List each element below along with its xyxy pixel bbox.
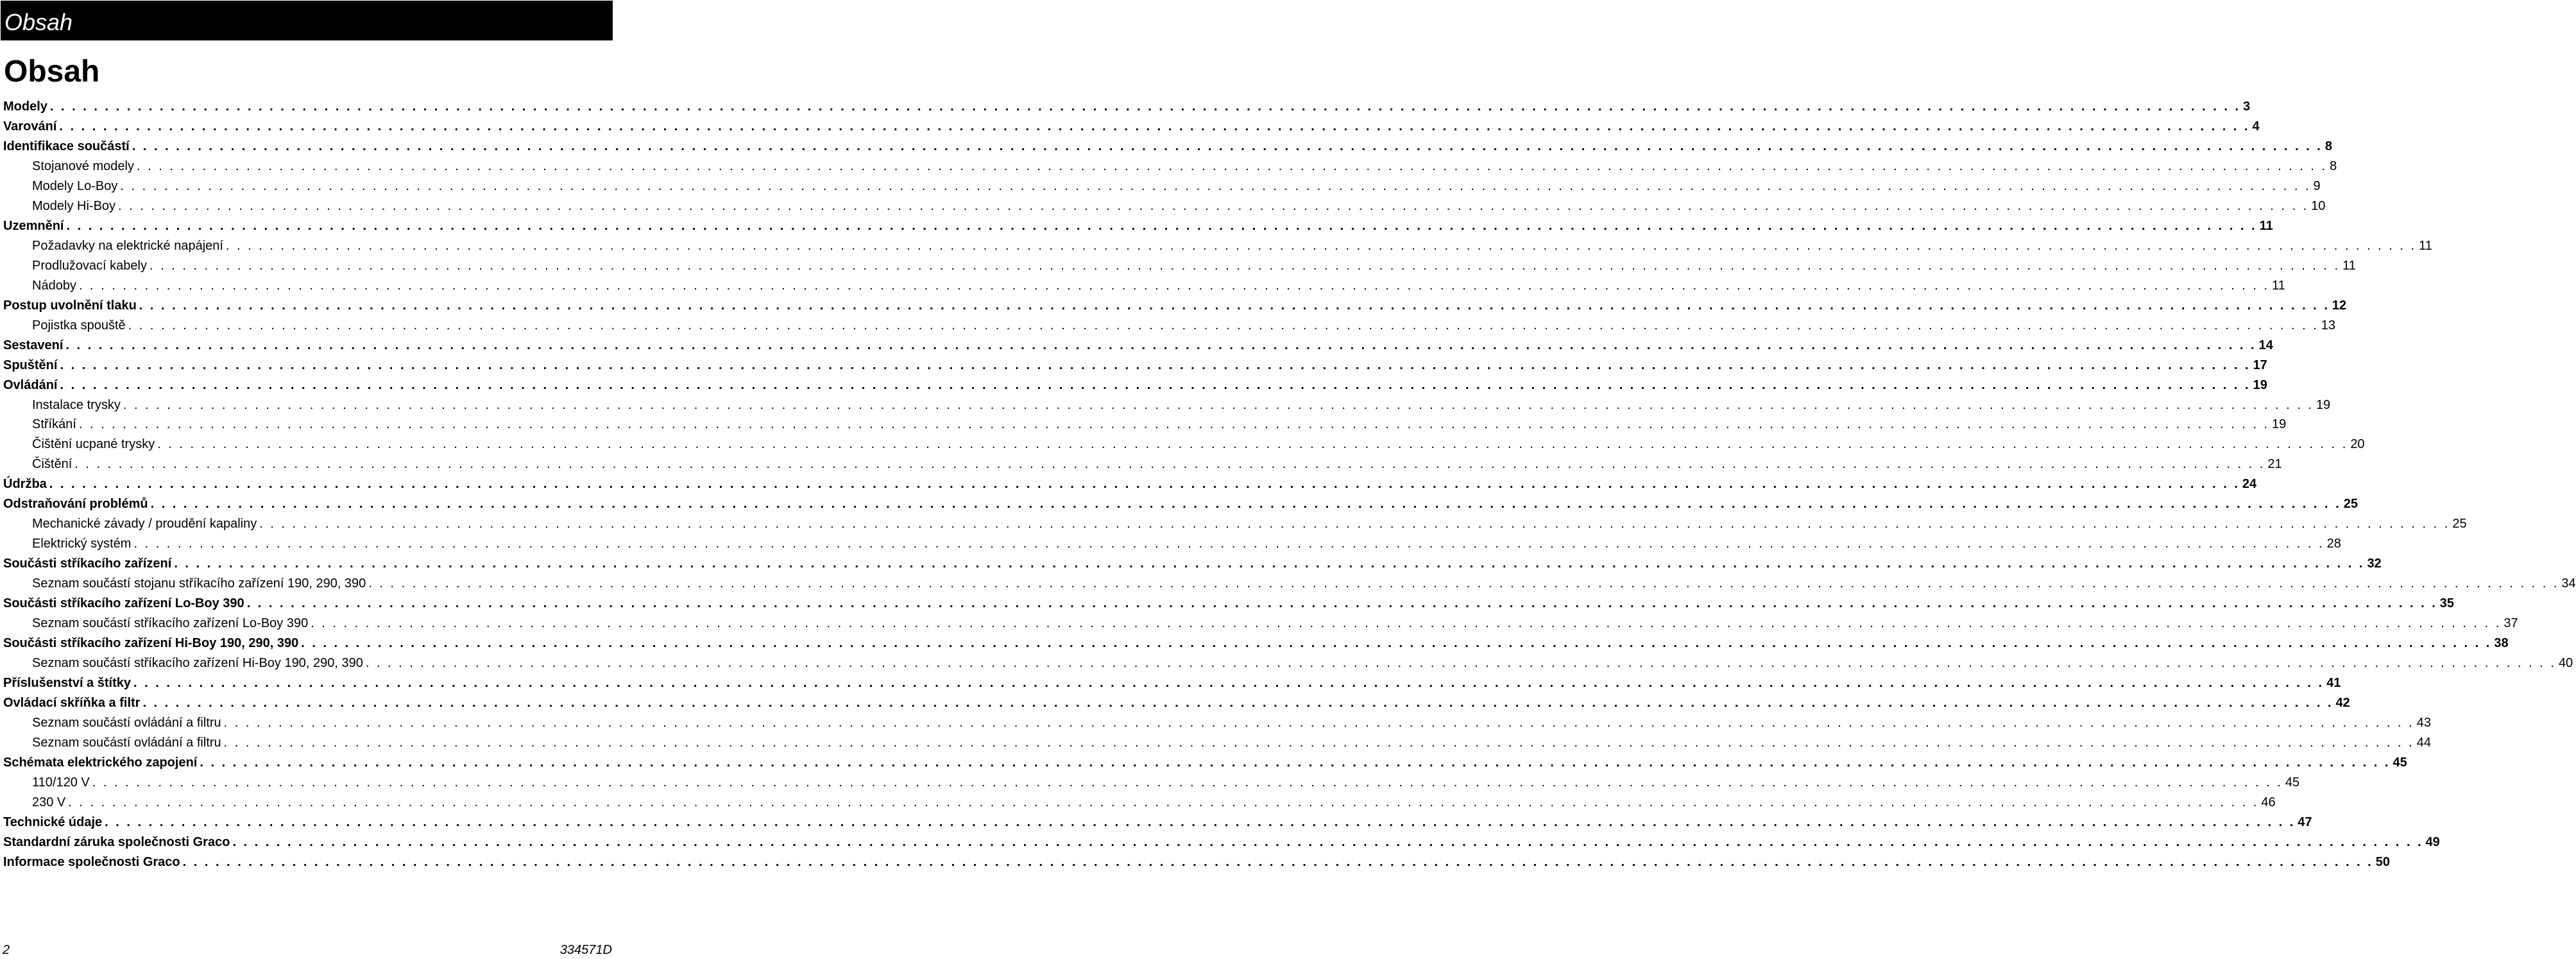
- toc-entry-label: Modely Lo-Boy: [32, 178, 118, 193]
- toc-dot-leader: . . . . . . . . . . . . . . . . . . . . . . . . . . . . . . . . . . . . . . . . . . . . . . . . . . . . . . . . . . . . . . . . . . . . . . . . . . . . . . . . . . . . . . . . . . . . . . . . . . . . . . . . . . . . . . . . . . . . . . . . . . . . . . . . . . . . . . . . . . . . . . . . . . . . . . . . . . . . . . . . . . . . . . . . . . . . . . . . . . . . . . . . . . . . . . . . . . . . . . . .: [65, 338, 2256, 352]
- toc-entry-label: Čištění: [32, 457, 73, 472]
- toc-entry[interactable]: [0, 137, 2332, 157]
- toc-dot-leader: . . . . . . . . . . . . . . . . . . . . . . . . . . . . . . . . . . . . . . . . . . . . . . . . . . . . . . . . . . . . . . . . . . . . . . . . . . . . . . . . . . . . . . . . . . . . . . . . . . . . . . . . . . . . . . . . . . . . . . . . . . . . . . . . . . . . . . . . . . . . . . . . . . . . . . . . . . . . . . . . . . . . . . . . . . . . . . . . . . . . . . . . . . . . . . . . . . . . . . . .: [301, 636, 2492, 651]
- toc-entry-label: Seznam součástí stříkacího zařízení Lo-Boy 390: [32, 616, 309, 631]
- toc-entry-label: Součásti stříkacího zařízení Hi-Boy 190, 290, 390: [3, 636, 299, 651]
- toc-entry-label: 110/120 V: [32, 775, 90, 790]
- toc-entry-label: Elektrický systém: [32, 537, 132, 551]
- toc-entry-label: Modely: [3, 99, 47, 114]
- toc-entry-page: 44: [2416, 735, 2431, 750]
- toc-entry-page: 11: [2342, 258, 2356, 273]
- toc-entry-page: 24: [2242, 477, 2257, 492]
- toc-entry[interactable]: [0, 117, 2260, 137]
- toc-entry-page: 8: [2330, 159, 2337, 173]
- toc-entry-label: Modely Hi-Boy: [32, 198, 116, 213]
- toc-entry-page: 10: [2311, 198, 2326, 213]
- toc-dot-leader: . . . . . . . . . . . . . . . . . . . . . . . . . . . . . . . . . . . . . . . . . . . . . . . . . . . . . . . . . . . . . . . . . . . . . . . . . . . . . . . . . . . . . . . . . . . . . . . . . . . . . . . . . . . . . . . . . . . . . . . . . . . . . . . . . . . . . . . . . . . . . . . . . . . . . . . . . . . . . . . . . . . . . . . . . . . . . . . . . . . . . . . . . . . . . . . . . . . . . . . .: [123, 397, 2314, 412]
- toc-entry-label: Součásti stříkacího zařízení: [3, 557, 172, 571]
- toc-entry-label: Uzemnění: [3, 218, 64, 233]
- toc-entry[interactable]: [0, 395, 2331, 415]
- toc-dot-leader: . . . . . . . . . . . . . . . . . . . . . . . . . . . . . . . . . . . . . . . . . . . . . . . . . . . . . . . . . . . . . . . . . . . . . . . . . . . . . . . . . . . . . . . . . . . . . . . . . . . . . . . . . . . . . . . . . . . . . . . . . . . . . . . . . . . . . . . . . . . . . . . . . . . . . . . . . . . . . . . . . . . . . . . . . . . . . . . . . . . . . . . . . . . . . . . . . . . . . . . .: [74, 457, 2265, 472]
- toc-entry-page: 13: [2321, 318, 2335, 333]
- toc-entry-label: Varování: [3, 119, 57, 134]
- toc-entry-page: 11: [2259, 218, 2273, 233]
- toc-entry[interactable]: [0, 454, 2282, 474]
- toc-dot-leader: . . . . . . . . . . . . . . . . . . . . . . . . . . . . . . . . . . . . . . . . . . . . . . . . . . . . . . . . . . . . . . . . . . . . . . . . . . . . . . . . . . . . . . . . . . . . . . . . . . . . . . . . . . . . . . . . . . . . . . . . . . . . . . . . . . . . . . . . . . . . . . . . . . . . . . . . . . . . . . . . . . . . . . . . . . . . . . . . . . . . . . . . . . . . . . . . . . . . . . . .: [49, 477, 2240, 492]
- toc-entry-page: 35: [2439, 596, 2455, 611]
- toc-dot-leader: . . . . . . . . . . . . . . . . . . . . . . . . . . . . . . . . . . . . . . . . . . . . . . . . . . . . . . . . . . . . . . . . . . . . . . . . . . . . . . . . . . . . . . . . . . . . . . . . . . . . . . . . . . . . . . . . . . . . . . . . . . . . . . . . . . . . . . . . . . . . . . . . . . . . . . . . . . . . . . . . . . . . . . . . . . . . . . . . . . . . . . . . . . . . . . . . . . . . . . . .: [174, 557, 2365, 571]
- toc-entry-label: Ovládací skříňka a filtr: [3, 696, 141, 711]
- toc-dot-leader: . . . . . . . . . . . . . . . . . . . . . . . . . . . . . . . . . . . . . . . . . . . . . . . . . . . . . . . . . . . . . . . . . . . . . . . . . . . . . . . . . . . . . . . . . . . . . . . . . . . . . . . . . . . . . . . . . . . . . . . . . . . . . . . . . . . . . . . . . . . . . . . . . . . . . . . . . . . . . . . . . . . . . . . . . . . . . . . . . . . . . . . . . . . . . . . . . . . . . . . .: [105, 815, 2296, 829]
- toc-dot-leader: . . . . . . . . . . . . . . . . . . . . . . . . . . . . . . . . . . . . . . . . . . . . . . . . . . . . . . . . . . . . . . . . . . . . . . . . . . . . . . . . . . . . . . . . . . . . . . . . . . . . . . . . . . . . . . . . . . . . . . . . . . . . . . . . . . . . . . . . . . . . . . . . . . . . . . . . . . . . . . . . . . . . . . . . . . . . . . . . . . . . . . . . . . . . . . . . . . . . . . . .: [142, 696, 2333, 711]
- toc-entry-page: 28: [2326, 537, 2341, 551]
- toc-entry[interactable]: [0, 435, 2365, 454]
- toc-entry[interactable]: [0, 594, 2455, 614]
- toc-entry[interactable]: [0, 693, 2350, 713]
- toc-entry[interactable]: [0, 376, 2267, 395]
- toc-entry[interactable]: [0, 554, 2382, 574]
- toc-entry-page: 19: [2316, 397, 2331, 412]
- toc-dot-leader: . . . . . . . . . . . . . . . . . . . . . . . . . . . . . . . . . . . . . . . . . . . . . . . . . . . . . . . . . . . . . . . . . . . . . . . . . . . . . . . . . . . . . . . . . . . . . . . . . . . . . . . . . . . . . . . . . . . . . . . . . . . . . . . . . . . . . . . . . . . . . . . . . . . . . . . . . . . . . . . . . . . . . . . . . . . . . . . . . . . . . . . . . . . . . . . . . . . . . . . .: [133, 676, 2324, 691]
- toc-entry-label: Schémata elektrického zapojení: [3, 755, 198, 770]
- toc-dot-leader: . . . . . . . . . . . . . . . . . . . . . . . . . . . . . . . . . . . . . . . . . . . . . . . . . . . . . . . . . . . . . . . . . . . . . . . . . . . . . . . . . . . . . . . . . . . . . . . . . . . . . . . . . . . . . . . . . . . . . . . . . . . . . . . . . . . . . . . . . . . . . . . . . . . . . . . . . . . . . . . . . . . . . . . . . . . . . . . . . . . . . . . . . . . . . . . . . . . . . . . .: [68, 795, 2259, 809]
- toc-entry-label: Čištění ucpané trysky: [32, 437, 155, 452]
- toc-entry-page: 21: [2267, 457, 2282, 472]
- toc-entry-page: 49: [2425, 834, 2440, 849]
- toc-dot-leader: . . . . . . . . . . . . . . . . . . . . . . . . . . . . . . . . . . . . . . . . . . . . . . . . . . . . . . . . . . . . . . . . . . . . . . . . . . . . . . . . . . . . . . . . . . . . . . . . . . . . . . . . . . . . . . . . . . . . . . . . . . . . . . . . . . . . . . . . . . . . . . . . . . . . . . . . . . . . . . . . . . . . . . . . . . . . . . . . . . . . . . . . . . . . . . . . . . . . . . . .: [311, 616, 2502, 631]
- toc-dot-leader: . . . . . . . . . . . . . . . . . . . . . . . . . . . . . . . . . . . . . . . . . . . . . . . . . . . . . . . . . . . . . . . . . . . . . . . . . . . . . . . . . . . . . . . . . . . . . . . . . . . . . . . . . . . . . . . . . . . . . . . . . . . . . . . . . . . . . . . . . . . . . . . . . . . . . . . . . . . . . . . . . . . . . . . . . . . . . . . . . . . . . . . . . . . . . . . . . . . . . . . .: [223, 716, 2414, 730]
- toc-dot-leader: . . . . . . . . . . . . . . . . . . . . . . . . . . . . . . . . . . . . . . . . . . . . . . . . . . . . . . . . . . . . . . . . . . . . . . . . . . . . . . . . . . . . . . . . . . . . . . . . . . . . . . . . . . . . . . . . . . . . . . . . . . . . . . . . . . . . . . . . . . . . . . . . . . . . . . . . . . . . . . . . . . . . . . . . . . . . . . . . . . . . . . . . . . . . . . . . . . . . . . . .: [120, 178, 2311, 193]
- toc-entry[interactable]: [0, 494, 2358, 514]
- toc-dot-leader: . . . . . . . . . . . . . . . . . . . . . . . . . . . . . . . . . . . . . . . . . . . . . . . . . . . . . . . . . . . . . . . . . . . . . . . . . . . . . . . . . . . . . . . . . . . . . . . . . . . . . . . . . . . . . . . . . . . . . . . . . . . . . . . . . . . . . . . . . . . . . . . . . . . . . . . . . . . . . . . . . . . . . . . . . . . . . . . . . . . . . . . . . . . . . . . . . . . . . . . .: [66, 218, 2257, 233]
- toc-entry-label: Požadavky na elektrické napájení: [32, 238, 223, 253]
- toc-dot-leader: . . . . . . . . . . . . . . . . . . . . . . . . . . . . . . . . . . . . . . . . . . . . . . . . . . . . . . . . . . . . . . . . . . . . . . . . . . . . . . . . . . . . . . . . . . . . . . . . . . . . . . . . . . . . . . . . . . . . . . . . . . . . . . . . . . . . . . . . . . . . . . . . . . . . . . . . . . . . . . . . . . . . . . . . . . . . . . . . . . . . . . . . . . . . . . . . . . . . . . . .: [132, 139, 2323, 153]
- toc-entry[interactable]: [0, 336, 2273, 356]
- toc-dot-leader: . . . . . . . . . . . . . . . . . . . . . . . . . . . . . . . . . . . . . . . . . . . . . . . . . . . . . . . . . . . . . . . . . . . . . . . . . . . . . . . . . . . . . . . . . . . . . . . . . . . . . . . . . . . . . . . . . . . . . . . . . . . . . . . . . . . . . . . . . . . . . . . . . . . . . . . . . . . . . . . . . . . . . . . . . . . . . . . . . . . . . . . . . . . . . . . . . . . . . . . .: [150, 497, 2341, 512]
- toc-dot-leader: . . . . . . . . . . . . . . . . . . . . . . . . . . . . . . . . . . . . . . . . . . . . . . . . . . . . . . . . . . . . . . . . . . . . . . . . . . . . . . . . . . . . . . . . . . . . . . . . . . . . . . . . . . . . . . . . . . . . . . . . . . . . . . . . . . . . . . . . . . . . . . . . . . . . . . . . . . . . . . . . . . . . . . . . . . . . . . . . . . . . . . . . . . . . . . . . . . . . . . . .: [157, 437, 2348, 452]
- toc-entry-page: 46: [2261, 795, 2276, 809]
- toc-dot-leader: . . . . . . . . . . . . . . . . . . . . . . . . . . . . . . . . . . . . . . . . . . . . . . . . . . . . . . . . . . . . . . . . . . . . . . . . . . . . . . . . . . . . . . . . . . . . . . . . . . . . . . . . . . . . . . . . . . . . . . . . . . . . . . . . . . . . . . . . . . . . . . . . . . . . . . . . . . . . . . . . . . . . . . . . . . . . . . . . . . . . . . . . . . . . . . . . . . . . . . . .: [246, 596, 2437, 611]
- toc-dot-leader: . . . . . . . . . . . . . . . . . . . . . . . . . . . . . . . . . . . . . . . . . . . . . . . . . . . . . . . . . . . . . . . . . . . . . . . . . . . . . . . . . . . . . . . . . . . . . . . . . . . . . . . . . . . . . . . . . . . . . . . . . . . . . . . . . . . . . . . . . . . . . . . . . . . . . . . . . . . . . . . . . . . . . . . . . . . . . . . . . . . . . . . . . . . . . . . . . . . . . . . .: [78, 278, 2270, 293]
- toc-entry-label: Seznam součástí stojanu stříkacího zařízení 190, 290, 390: [32, 576, 366, 591]
- toc-dot-leader: . . . . . . . . . . . . . . . . . . . . . . . . . . . . . . . . . . . . . . . . . . . . . . . . . . . . . . . . . . . . . . . . . . . . . . . . . . . . . . . . . . . . . . . . . . . . . . . . . . . . . . . . . . . . . . . . . . . . . . . . . . . . . . . . . . . . . . . . . . . . . . . . . . . . . . . . . . . . . . . . . . . . . . . . . . . . . . . . . . . . . . . . . . . . . . . . . . . . . . . .: [92, 775, 2283, 790]
- toc-entry-label: Standardní záruka společnosti Graco: [3, 834, 230, 849]
- toc-entry-page: 43: [2416, 716, 2431, 730]
- toc-dot-leader: . . . . . . . . . . . . . . . . . . . . . . . . . . . . . . . . . . . . . . . . . . . . . . . . . . . . . . . . . . . . . . . . . . . . . . . . . . . . . . . . . . . . . . . . . . . . . . . . . . . . . . . . . . . . . . . . . . . . . . . . . . . . . . . . . . . . . . . . . . . . . . . . . . . . . . . . . . . . . . . . . . . . . . . . . . . . . . . . . . . . . . . . . . . . . . . . . . . . . . . .: [133, 537, 2324, 551]
- toc-entry-label: Ovládání: [3, 377, 58, 392]
- toc-dot-leader: . . . . . . . . . . . . . . . . . . . . . . . . . . . . . . . . . . . . . . . . . . . . . . . . . . . . . . . . . . . . . . . . . . . . . . . . . . . . . . . . . . . . . . . . . . . . . . . . . . . . . . . . . . . . . . . . . . . . . . . . . . . . . . . . . . . . . . . . . . . . . . . . . . . . . . . . . . . . . . . . . . . . . . . . . . . . . . . . . . . . . . . . . . . . . . . . . . . . . . . .: [223, 735, 2414, 750]
- toc-entry-page: 45: [2393, 755, 2407, 770]
- toc-entry[interactable]: [0, 236, 2432, 256]
- toc-entry-page: 47: [2298, 815, 2312, 829]
- toc-entry-page: 19: [2272, 417, 2287, 432]
- toc-entry-label: Příslušenství a štítky: [3, 676, 131, 691]
- toc-entry-label: Postup uvolnění tlaku: [3, 298, 137, 313]
- toc-entry[interactable]: [0, 97, 2251, 117]
- toc-dot-leader: . . . . . . . . . . . . . . . . . . . . . . . . . . . . . . . . . . . . . . . . . . . . . . . . . . . . . . . . . . . . . . . . . . . . . . . . . . . . . . . . . . . . . . . . . . . . . . . . . . . . . . . . . . . . . . . . . . . . . . . . . . . . . . . . . . . . . . . . . . . . . . . . . . . . . . . . . . . . . . . . . . . . . . . . . . . . . . . . . . . . . . . . . . . . . . . . . . . . . . . .: [139, 298, 2330, 313]
- toc-dot-leader: . . . . . . . . . . . . . . . . . . . . . . . . . . . . . . . . . . . . . . . . . . . . . . . . . . . . . . . . . . . . . . . . . . . . . . . . . . . . . . . . . . . . . . . . . . . . . . . . . . . . . . . . . . . . . . . . . . . . . . . . . . . . . . . . . . . . . . . . . . . . . . . . . . . . . . . . . . . . . . . . . . . . . . . . . . . . . . . . . . . . . . . . . . . . . . . . . . . . . . . .: [60, 377, 2251, 392]
- toc-entry-page: 34: [2561, 576, 2576, 591]
- toc-entry-page: 25: [2452, 517, 2467, 531]
- toc-dot-leader: . . . . . . . . . . . . . . . . . . . . . . . . . . . . . . . . . . . . . . . . . . . . . . . . . . . . . . . . . . . . . . . . . . . . . . . . . . . . . . . . . . . . . . . . . . . . . . . . . . . . . . . . . . . . . . . . . . . . . . . . . . . . . . . . . . . . . . . . . . . . . . . . . . . . . . . . . . . . . . . . . . . . . . . . . . . . . . . . . . . . . . . . . . . . . . . . . . . . . . . .: [78, 417, 2270, 432]
- toc-entry[interactable]: [0, 296, 2347, 316]
- toc-entry[interactable]: [0, 256, 2356, 276]
- toc-entry-page: 19: [2253, 377, 2267, 392]
- toc-entry[interactable]: [0, 276, 2285, 296]
- toc-entry-label: Prodlužovací kabely: [32, 258, 147, 273]
- toc-entry[interactable]: [0, 514, 2467, 534]
- toc-entry[interactable]: [0, 733, 2431, 753]
- toc-dot-leader: . . . . . . . . . . . . . . . . . . . . . . . . . . . . . . . . . . . . . . . . . . . . . . . . . . . . . . . . . . . . . . . . . . . . . . . . . . . . . . . . . . . . . . . . . . . . . . . . . . . . . . . . . . . . . . . . . . . . . . . . . . . . . . . . . . . . . . . . . . . . . . . . . . . . . . . . . . . . . . . . . . . . . . . . . . . . . . . . . . . . . . . . . . . . . . . . . . . . . . . .: [60, 358, 2251, 372]
- toc-entry[interactable]: [0, 356, 2267, 376]
- toc-dot-leader: . . . . . . . . . . . . . . . . . . . . . . . . . . . . . . . . . . . . . . . . . . . . . . . . . . . . . . . . . . . . . . . . . . . . . . . . . . . . . . . . . . . . . . . . . . . . . . . . . . . . . . . . . . . . . . . . . . . . . . . . . . . . . . . . . . . . . . . . . . . . . . . . . . . . . . . . . . . . . . . . . . . . . . . . . . . . . . . . . . . . . . . . . . . . . . . . . . . . . . . .: [200, 755, 2391, 770]
- toc-entry-label: 230 V: [32, 795, 66, 809]
- toc-entry-page: 11: [2419, 238, 2432, 253]
- toc-entry-label: Nádoby: [32, 278, 76, 293]
- footer-doc-number: 334571D: [559, 943, 612, 957]
- toc-entry-label: Spuštění: [3, 358, 58, 372]
- toc-entry[interactable]: [0, 196, 2326, 216]
- toc-entry-label: Stojanové modely: [32, 159, 134, 173]
- toc-entry-label: Údržba: [3, 477, 47, 492]
- toc-entry-label: Instalace trysky: [32, 397, 121, 412]
- toc-entry[interactable]: [0, 813, 2312, 833]
- toc-entry[interactable]: [0, 713, 2431, 733]
- toc-dot-leader: . . . . . . . . . . . . . . . . . . . . . . . . . . . . . . . . . . . . . . . . . . . . . . . . . . . . . . . . . . . . . . . . . . . . . . . . . . . . . . . . . . . . . . . . . . . . . . . . . . . . . . . . . . . . . . . . . . . . . . . . . . . . . . . . . . . . . . . . . . . . . . . . . . . . . . . . . . . . . . . . . . . . . . . . . . . . . . . . . . . . . . . . . . . . . . . . . . . . . . . .: [232, 834, 2423, 849]
- toc-entry[interactable]: [0, 852, 2390, 872]
- toc-entry[interactable]: [0, 157, 2337, 177]
- toc-entry-label: Seznam součástí stříkacího zařízení Hi-Boy 190, 290, 390: [32, 656, 363, 671]
- toc-entry[interactable]: [0, 833, 2440, 852]
- toc-entry-label: Odstraňování problémů: [3, 497, 148, 512]
- toc-entry[interactable]: [0, 673, 2341, 693]
- table-of-contents: [0, 97, 2576, 872]
- toc-entry-label: Mechanické závady / proudění kapaliny: [32, 517, 257, 531]
- toc-entry[interactable]: [0, 534, 2341, 554]
- toc-entry[interactable]: [0, 177, 2321, 196]
- toc-entry-page: 20: [2350, 437, 2365, 452]
- toc-dot-leader: . . . . . . . . . . . . . . . . . . . . . . . . . . . . . . . . . . . . . . . . . . . . . . . . . . . . . . . . . . . . . . . . . . . . . . . . . . . . . . . . . . . . . . . . . . . . . . . . . . . . . . . . . . . . . . . . . . . . . . . . . . . . . . . . . . . . . . . . . . . . . . . . . . . . . . . . . . . . . . . . . . . . . . . . . . . . . . . . . . . . . . . . . . . . . . . . . . . . . . . .: [136, 159, 2328, 173]
- toc-dot-leader: . . . . . . . . . . . . . . . . . . . . . . . . . . . . . . . . . . . . . . . . . . . . . . . . . . . . . . . . . . . . . . . . . . . . . . . . . . . . . . . . . . . . . . . . . . . . . . . . . . . . . . . . . . . . . . . . . . . . . . . . . . . . . . . . . . . . . . . . . . . . . . . . . . . . . . . . . . . . . . . . . . . . . . . . . . . . . . . . . . . . . . . . . . . . . . . . . . . . . . . .: [259, 517, 2450, 531]
- header-title: Obsah: [4, 9, 73, 35]
- toc-entry-label: Identifikace součástí: [3, 139, 130, 153]
- toc-entry[interactable]: [0, 216, 2273, 236]
- toc-entry[interactable]: [0, 474, 2257, 494]
- toc-entry-page: 37: [2503, 616, 2518, 631]
- toc-entry-label: Součásti stříkacího zařízení Lo-Boy 390: [3, 596, 244, 611]
- toc-entry-page: 8: [2324, 139, 2332, 153]
- toc-entry[interactable]: [0, 634, 2509, 653]
- toc-entry[interactable]: [0, 773, 2300, 793]
- toc-entry-page: 4: [2252, 119, 2260, 134]
- toc-entry-page: 38: [2494, 636, 2509, 651]
- toc-entry-page: 41: [2326, 676, 2341, 691]
- toc-entry[interactable]: [0, 653, 2573, 673]
- toc-entry-page: 17: [2253, 358, 2267, 372]
- toc-entry-page: 50: [2375, 854, 2390, 869]
- toc-entry[interactable]: [0, 753, 2407, 773]
- toc-dot-leader: . . . . . . . . . . . . . . . . . . . . . . . . . . . . . . . . . . . . . . . . . . . . . . . . . . . . . . . . . . . . . . . . . . . . . . . . . . . . . . . . . . . . . . . . . . . . . . . . . . . . . . . . . . . . . . . . . . . . . . . . . . . . . . . . . . . . . . . . . . . . . . . . . . . . . . . . . . . . . . . . . . . . . . . . . . . . . . . . . . . . . . . . . . . . . . . . . . . . . . . .: [149, 258, 2341, 273]
- toc-entry[interactable]: [0, 614, 2518, 634]
- toc-entry-page: 42: [2335, 696, 2350, 711]
- toc-entry-label: Stříkání: [32, 417, 76, 432]
- toc-entry-label: Seznam součástí ovládání a filtru: [32, 716, 221, 730]
- toc-entry[interactable]: [0, 415, 2287, 435]
- toc-entry-label: Seznam součástí ovládání a filtru: [32, 735, 221, 750]
- toc-dot-leader: . . . . . . . . . . . . . . . . . . . . . . . . . . . . . . . . . . . . . . . . . . . . . . . . . . . . . . . . . . . . . . . . . . . . . . . . . . . . . . . . . . . . . . . . . . . . . . . . . . . . . . . . . . . . . . . . . . . . . . . . . . . . . . . . . . . . . . . . . . . . . . . . . . . . . . . . . . . . . . . . . . . . . . . . . . . . . . . . . . . . . . . . . . . . . . . . . . . . . . . .: [118, 198, 2309, 213]
- toc-dot-leader: . . . . . . . . . . . . . . . . . . . . . . . . . . . . . . . . . . . . . . . . . . . . . . . . . . . . . . . . . . . . . . . . . . . . . . . . . . . . . . . . . . . . . . . . . . . . . . . . . . . . . . . . . . . . . . . . . . . . . . . . . . . . . . . . . . . . . . . . . . . . . . . . . . . . . . . . . . . . . . . . . . . . . . . . . . . . . . . . . . . . . . . . . . . . . . . . . . . . . . . .: [365, 656, 2556, 671]
- toc-entry-page: 12: [2332, 298, 2347, 313]
- toc-entry-label: Technické údaje: [3, 815, 103, 829]
- toc-entry-label: Informace společnosti Graco: [3, 854, 180, 869]
- toc-entry-page: 9: [2313, 178, 2321, 193]
- toc-entry-page: 3: [2243, 99, 2251, 114]
- toc-entry[interactable]: [0, 793, 2276, 813]
- toc-dot-leader: . . . . . . . . . . . . . . . . . . . . . . . . . . . . . . . . . . . . . . . . . . . . . . . . . . . . . . . . . . . . . . . . . . . . . . . . . . . . . . . . . . . . . . . . . . . . . . . . . . . . . . . . . . . . . . . . . . . . . . . . . . . . . . . . . . . . . . . . . . . . . . . . . . . . . . . . . . . . . . . . . . . . . . . . . . . . . . . . . . . . . . . . . . . . . . . . . . . . . . . .: [49, 99, 2241, 114]
- footer-page-number: 2: [3, 943, 10, 957]
- toc-dot-leader: . . . . . . . . . . . . . . . . . . . . . . . . . . . . . . . . . . . . . . . . . . . . . . . . . . . . . . . . . . . . . . . . . . . . . . . . . . . . . . . . . . . . . . . . . . . . . . . . . . . . . . . . . . . . . . . . . . . . . . . . . . . . . . . . . . . . . . . . . . . . . . . . . . . . . . . . . . . . . . . . . . . . . . . . . . . . . . . . . . . . . . . . . . . . . . . . . . . . . . . .: [59, 119, 2250, 134]
- toc-entry-label: Pojistka spouště: [32, 318, 126, 333]
- toc-entry-label: Sestavení: [3, 338, 64, 352]
- toc-dot-leader: . . . . . . . . . . . . . . . . . . . . . . . . . . . . . . . . . . . . . . . . . . . . . . . . . . . . . . . . . . . . . . . . . . . . . . . . . . . . . . . . . . . . . . . . . . . . . . . . . . . . . . . . . . . . . . . . . . . . . . . . . . . . . . . . . . . . . . . . . . . . . . . . . . . . . . . . . . . . . . . . . . . . . . . . . . . . . . . . . . . . . . . . . . . . . . . . . . . . . . . .: [182, 854, 2373, 869]
- toc-entry-page: 32: [2367, 557, 2382, 571]
- toc-entry-page: 14: [2258, 338, 2273, 352]
- toc-entry-page: 11: [2272, 278, 2285, 293]
- page-title: Obsah: [4, 55, 100, 89]
- toc-dot-leader: . . . . . . . . . . . . . . . . . . . . . . . . . . . . . . . . . . . . . . . . . . . . . . . . . . . . . . . . . . . . . . . . . . . . . . . . . . . . . . . . . . . . . . . . . . . . . . . . . . . . . . . . . . . . . . . . . . . . . . . . . . . . . . . . . . . . . . . . . . . . . . . . . . . . . . . . . . . . . . . . . . . . . . . . . . . . . . . . . . . . . . . . . . . . . . . . . . . . . . . .: [225, 238, 2417, 253]
- toc-entry-page: 25: [2343, 497, 2358, 512]
- toc-dot-leader: . . . . . . . . . . . . . . . . . . . . . . . . . . . . . . . . . . . . . . . . . . . . . . . . . . . . . . . . . . . . . . . . . . . . . . . . . . . . . . . . . . . . . . . . . . . . . . . . . . . . . . . . . . . . . . . . . . . . . . . . . . . . . . . . . . . . . . . . . . . . . . . . . . . . . . . . . . . . . . . . . . . . . . . . . . . . . . . . . . . . . . . . . . . . . . . . . . . . . . . .: [128, 318, 2319, 333]
- toc-entry-page: 40: [2558, 656, 2573, 671]
- toc-entry[interactable]: [0, 316, 2335, 336]
- toc-entry[interactable]: [0, 574, 2576, 594]
- toc-dot-leader: . . . . . . . . . . . . . . . . . . . . . . . . . . . . . . . . . . . . . . . . . . . . . . . . . . . . . . . . . . . . . . . . . . . . . . . . . . . . . . . . . . . . . . . . . . . . . . . . . . . . . . . . . . . . . . . . . . . . . . . . . . . . . . . . . . . . . . . . . . . . . . . . . . . . . . . . . . . . . . . . . . . . . . . . . . . . . . . . . . . . . . . . . . . . . . . . . . . . . . . .: [368, 576, 2559, 591]
- toc-entry-page: 45: [2285, 775, 2300, 790]
- header-bar: [1, 1, 613, 40]
